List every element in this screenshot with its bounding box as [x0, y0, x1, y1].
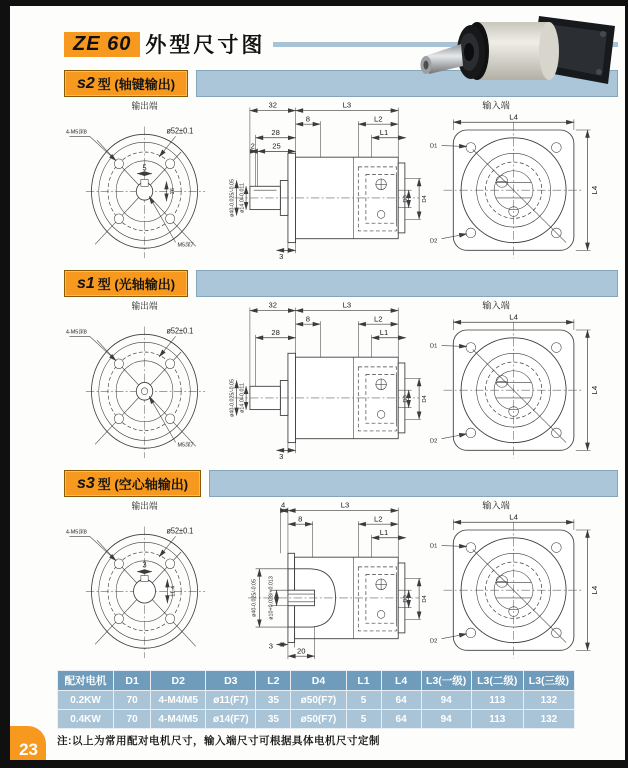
section-s1-header — [64, 270, 618, 297]
label-D4: D4 — [421, 395, 428, 403]
dim-8: 8 — [297, 514, 303, 524]
spec-cell: 132 — [523, 710, 574, 729]
section-s3-drawings — [64, 497, 618, 662]
dim-L4-top: L4 — [509, 512, 519, 522]
dim-L4-side: L4 — [590, 585, 600, 595]
s3-input-end-view — [428, 497, 618, 662]
dim-L4-side: L4 — [590, 385, 600, 395]
spec-cell: 0.2KW — [58, 691, 114, 710]
dim-keyway-width: 5 — [142, 163, 147, 173]
model-badge: ZE 60 — [64, 32, 140, 57]
spec-header: D4 — [291, 671, 346, 691]
dim-4: 4 — [280, 500, 286, 510]
label-D4: D4 — [421, 195, 428, 203]
s1-input-end-view — [428, 297, 618, 462]
dim-L3: L3 — [342, 100, 351, 110]
spec-header: 配对电机 — [58, 671, 114, 691]
section-s2-label — [64, 70, 188, 97]
page-number-badge: 23 — [0, 726, 46, 768]
dim-20: 20 — [296, 646, 306, 656]
s3-output-end-view — [64, 497, 229, 662]
label-bolt-circle: ø52±0.1 — [166, 126, 194, 136]
spec-header: L2 — [256, 671, 291, 691]
spec-cell: 132 — [523, 691, 574, 710]
dim-L2: L2 — [373, 114, 383, 124]
label-D3: D3 — [402, 395, 409, 403]
view-title-output: 输出端 — [131, 500, 158, 511]
spec-cell: 94 — [421, 691, 471, 710]
section-kind: 型 (光轴输出) — [97, 277, 176, 292]
label-shaft-id: ø14 0/-0.011 — [239, 383, 245, 413]
dim-keyway-height: 11.4 — [170, 585, 177, 597]
label-bolt-holes: 4-M5深8 — [65, 329, 87, 336]
section-s1-bar — [196, 270, 618, 297]
section-code: s2 — [77, 74, 95, 92]
dim-L2: L2 — [373, 514, 383, 524]
label-shaft-od: ø40-0.025/-0.05 — [229, 379, 236, 417]
gearbox-photo — [411, 6, 625, 94]
dim-L4-top: L4 — [509, 112, 519, 122]
section-kind: 型 (轴键输出) — [97, 77, 176, 92]
spec-cell: 70 — [114, 710, 151, 729]
s1-output-end-view — [64, 297, 229, 462]
spec-cell: 5 — [346, 710, 381, 729]
dim-3: 3 — [278, 452, 284, 462]
section-s3-label — [64, 470, 201, 497]
view-title-input: 输入端 — [482, 500, 511, 511]
dim-L1: L1 — [379, 327, 388, 337]
dim-L3: L3 — [340, 500, 349, 510]
spec-cell: ø50(F7) — [291, 691, 346, 710]
spec-cell: 5 — [346, 691, 381, 710]
label-D3: D3 — [402, 595, 409, 603]
spec-header: L4 — [381, 671, 421, 691]
spec-header: D2 — [151, 671, 206, 691]
dim-L1: L1 — [379, 127, 388, 137]
label-D4: D4 — [421, 595, 428, 603]
label-bolt-circle: ø52±0.1 — [166, 526, 194, 536]
dim-L3: L3 — [342, 300, 351, 310]
label-hollow-od: ø40-0.025/-0.05 — [251, 579, 258, 617]
dim-3: 3 — [278, 252, 284, 262]
spec-table-header-row — [58, 671, 575, 691]
section-code: s3 — [77, 474, 95, 492]
spec-cell: ø11(F7) — [206, 691, 256, 710]
dim-28: 28 — [271, 327, 280, 337]
label-shaft-od: ø40-0.025/-0.05 — [229, 179, 236, 217]
dim-32: 32 — [268, 300, 277, 310]
dim-8: 8 — [305, 314, 310, 324]
label-D2: D2 — [430, 438, 438, 445]
section-kind: 型 (空心轴输出) — [97, 477, 189, 492]
spec-header: D1 — [114, 671, 151, 691]
view-title-output: 输出端 — [131, 100, 158, 111]
label-shaft-id: ø14 0/-0.011 — [239, 183, 245, 213]
spec-header: L3(一级) — [421, 671, 471, 691]
view-title-input: 输入端 — [482, 100, 511, 111]
dim-keyway-height: 16 — [169, 188, 176, 195]
dim-8: 8 — [305, 114, 310, 124]
section-code: s1 — [77, 274, 95, 292]
section-s2-drawings — [64, 97, 618, 262]
dim-3: 3 — [268, 641, 273, 651]
section-s1 — [64, 270, 618, 462]
section-s1-drawings — [64, 297, 618, 462]
section-s2 — [64, 70, 618, 262]
dim-L2: L2 — [373, 314, 383, 324]
dim-L4-top: L4 — [509, 312, 519, 322]
dim-L1: L1 — [379, 527, 388, 537]
section-s1-label — [64, 270, 188, 297]
section-s3-header — [64, 470, 618, 497]
s2-side-view — [229, 97, 429, 262]
spec-cell: 4-M4/M5 — [151, 710, 206, 729]
spec-table — [57, 670, 575, 729]
dim-keyway-width: 3 — [142, 560, 147, 570]
label-bolt-holes: 4-M5深8 — [65, 129, 87, 136]
dim-32: 32 — [268, 100, 277, 110]
spec-cell: 94 — [421, 710, 471, 729]
dim-28: 28 — [271, 127, 280, 137]
spec-table-row-0.2kw — [58, 691, 575, 710]
spec-cell: 113 — [471, 710, 523, 729]
s3-side-view — [229, 497, 429, 662]
dim-L4-side: L4 — [590, 185, 600, 195]
footnote: 注:以上为常用配对电机尺寸，输入端尺寸可根据具体电机尺寸定制 — [57, 735, 380, 747]
s2-input-end-view — [428, 97, 618, 262]
gearbox-illustration — [421, 16, 616, 84]
spec-cell: 64 — [381, 710, 421, 729]
s1-side-view — [229, 297, 429, 462]
spec-cell: 64 — [381, 691, 421, 710]
dim-25: 25 — [272, 141, 281, 151]
label-D1: D1 — [430, 543, 438, 550]
section-s3-bar — [209, 470, 618, 497]
label-center-tap: M5深7 — [177, 242, 194, 249]
view-title-output: 输出端 — [131, 300, 158, 311]
spec-cell: 113 — [471, 691, 523, 710]
spec-cell: 4-M4/M5 — [151, 691, 206, 710]
spec-header: L3(二级) — [471, 671, 523, 691]
label-bolt-holes: 4-M5深8 — [65, 529, 87, 536]
spec-cell: 0.4KW — [58, 710, 114, 729]
label-D2: D2 — [430, 638, 438, 645]
label-hollow-bore: ø10+0.028/+0.013 — [268, 576, 275, 620]
view-title-input: 输入端 — [482, 300, 511, 311]
page-title: 外型尺寸图 — [145, 34, 266, 57]
label-bolt-circle: ø52±0.1 — [166, 326, 194, 336]
spec-cell: 35 — [256, 710, 291, 729]
label-center-tap: M5深7 — [177, 442, 194, 449]
spec-header: L1 — [346, 671, 381, 691]
dim-2: 2 — [250, 141, 255, 151]
spec-header: L3(三级) — [523, 671, 574, 691]
spec-cell: 35 — [256, 691, 291, 710]
spec-cell: 70 — [114, 691, 151, 710]
label-D1: D1 — [430, 143, 438, 150]
label-D1: D1 — [430, 343, 438, 350]
spec-cell: ø50(F7) — [291, 710, 346, 729]
spec-table-row-0.4kw — [58, 710, 575, 729]
section-s3 — [64, 470, 618, 662]
spec-header: D3 — [206, 671, 256, 691]
s2-output-end-view — [64, 97, 229, 262]
spec-cell: ø14(F7) — [206, 710, 256, 729]
label-D3: D3 — [402, 195, 409, 203]
label-D2: D2 — [430, 238, 438, 245]
